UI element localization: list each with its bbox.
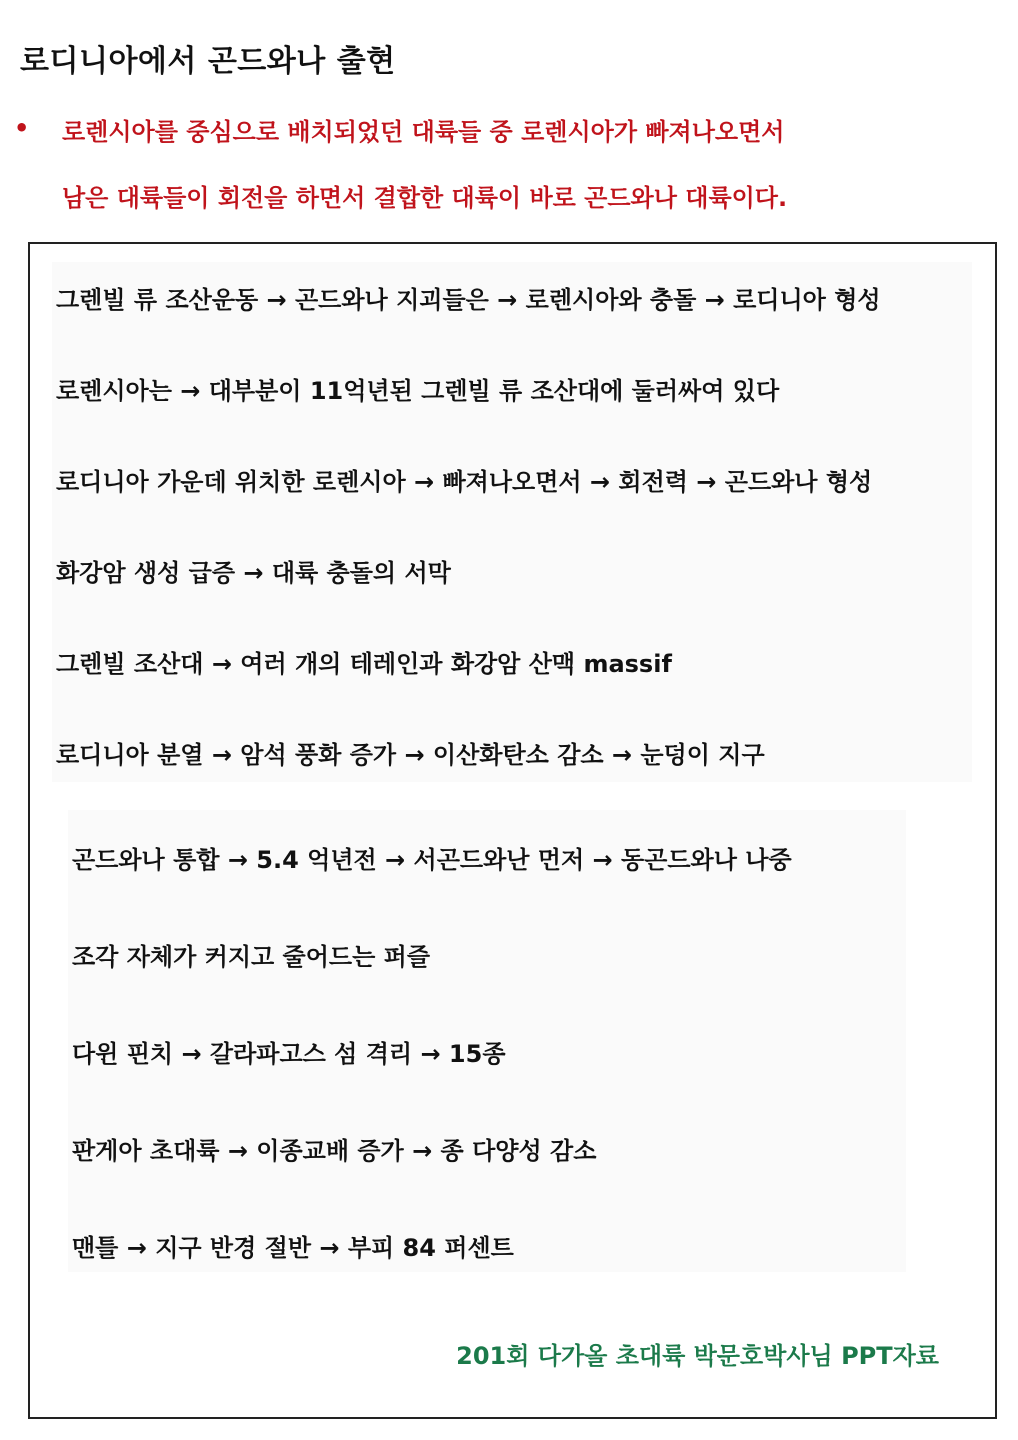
background-panel-1 (52, 262, 972, 782)
note-line: 화강암 생성 급증 → 대륙 충돌의 서막 (56, 559, 451, 587)
note-line: 로렌시아는 → 대부분이 11억년된 그렌빌 류 조산대에 둘러싸여 있다 (56, 377, 780, 405)
bullet-text-line-2: 남은 대륙들이 회전을 하면서 결합한 대륙이 바로 곤드와나 대륙이다. (62, 184, 788, 212)
note-line: 맨틀 → 지구 반경 절반 → 부피 84 퍼센트 (72, 1234, 514, 1262)
bullet-text-line-1: 로렌시아를 중심으로 배치되었던 대륙들 중 로렌시아가 빠져나오면서 (62, 118, 785, 146)
note-line: 다윈 핀치 → 갈라파고스 섬 격리 → 15종 (72, 1040, 506, 1068)
note-line: 그렌빌 류 조산운동 → 곤드와나 지괴들은 → 로렌시아와 충돌 → 로디니아 형성 (56, 286, 881, 314)
note-line: 그렌빌 조산대 → 여러 개의 테레인과 화강암 산맥 massif (56, 650, 672, 678)
page-title: 로디니아에서 곤드와나 출현 (20, 44, 396, 79)
note-line: 로디니아 분열 → 암석 풍화 증가 → 이산화탄소 감소 → 눈덩이 지구 (56, 741, 765, 769)
note-line: 판게아 초대륙 → 이종교배 증가 → 종 다양성 감소 (72, 1137, 597, 1165)
note-line: 로디니아 가운데 위치한 로렌시아 → 빠져나오면서 → 회전력 → 곤드와나 형성 (56, 468, 873, 496)
source-credit: 201회 다가올 초대륙 박문호박사님 PPT자료 (456, 1342, 939, 1370)
content-box (28, 242, 997, 1419)
bullet-marker: • (14, 114, 30, 142)
note-line: 곤드와나 통합 → 5.4 억년전 → 서곤드와난 먼저 → 동곤드와나 나중 (72, 846, 792, 874)
note-line: 조각 자체가 커지고 줄어드는 퍼즐 (72, 943, 430, 971)
